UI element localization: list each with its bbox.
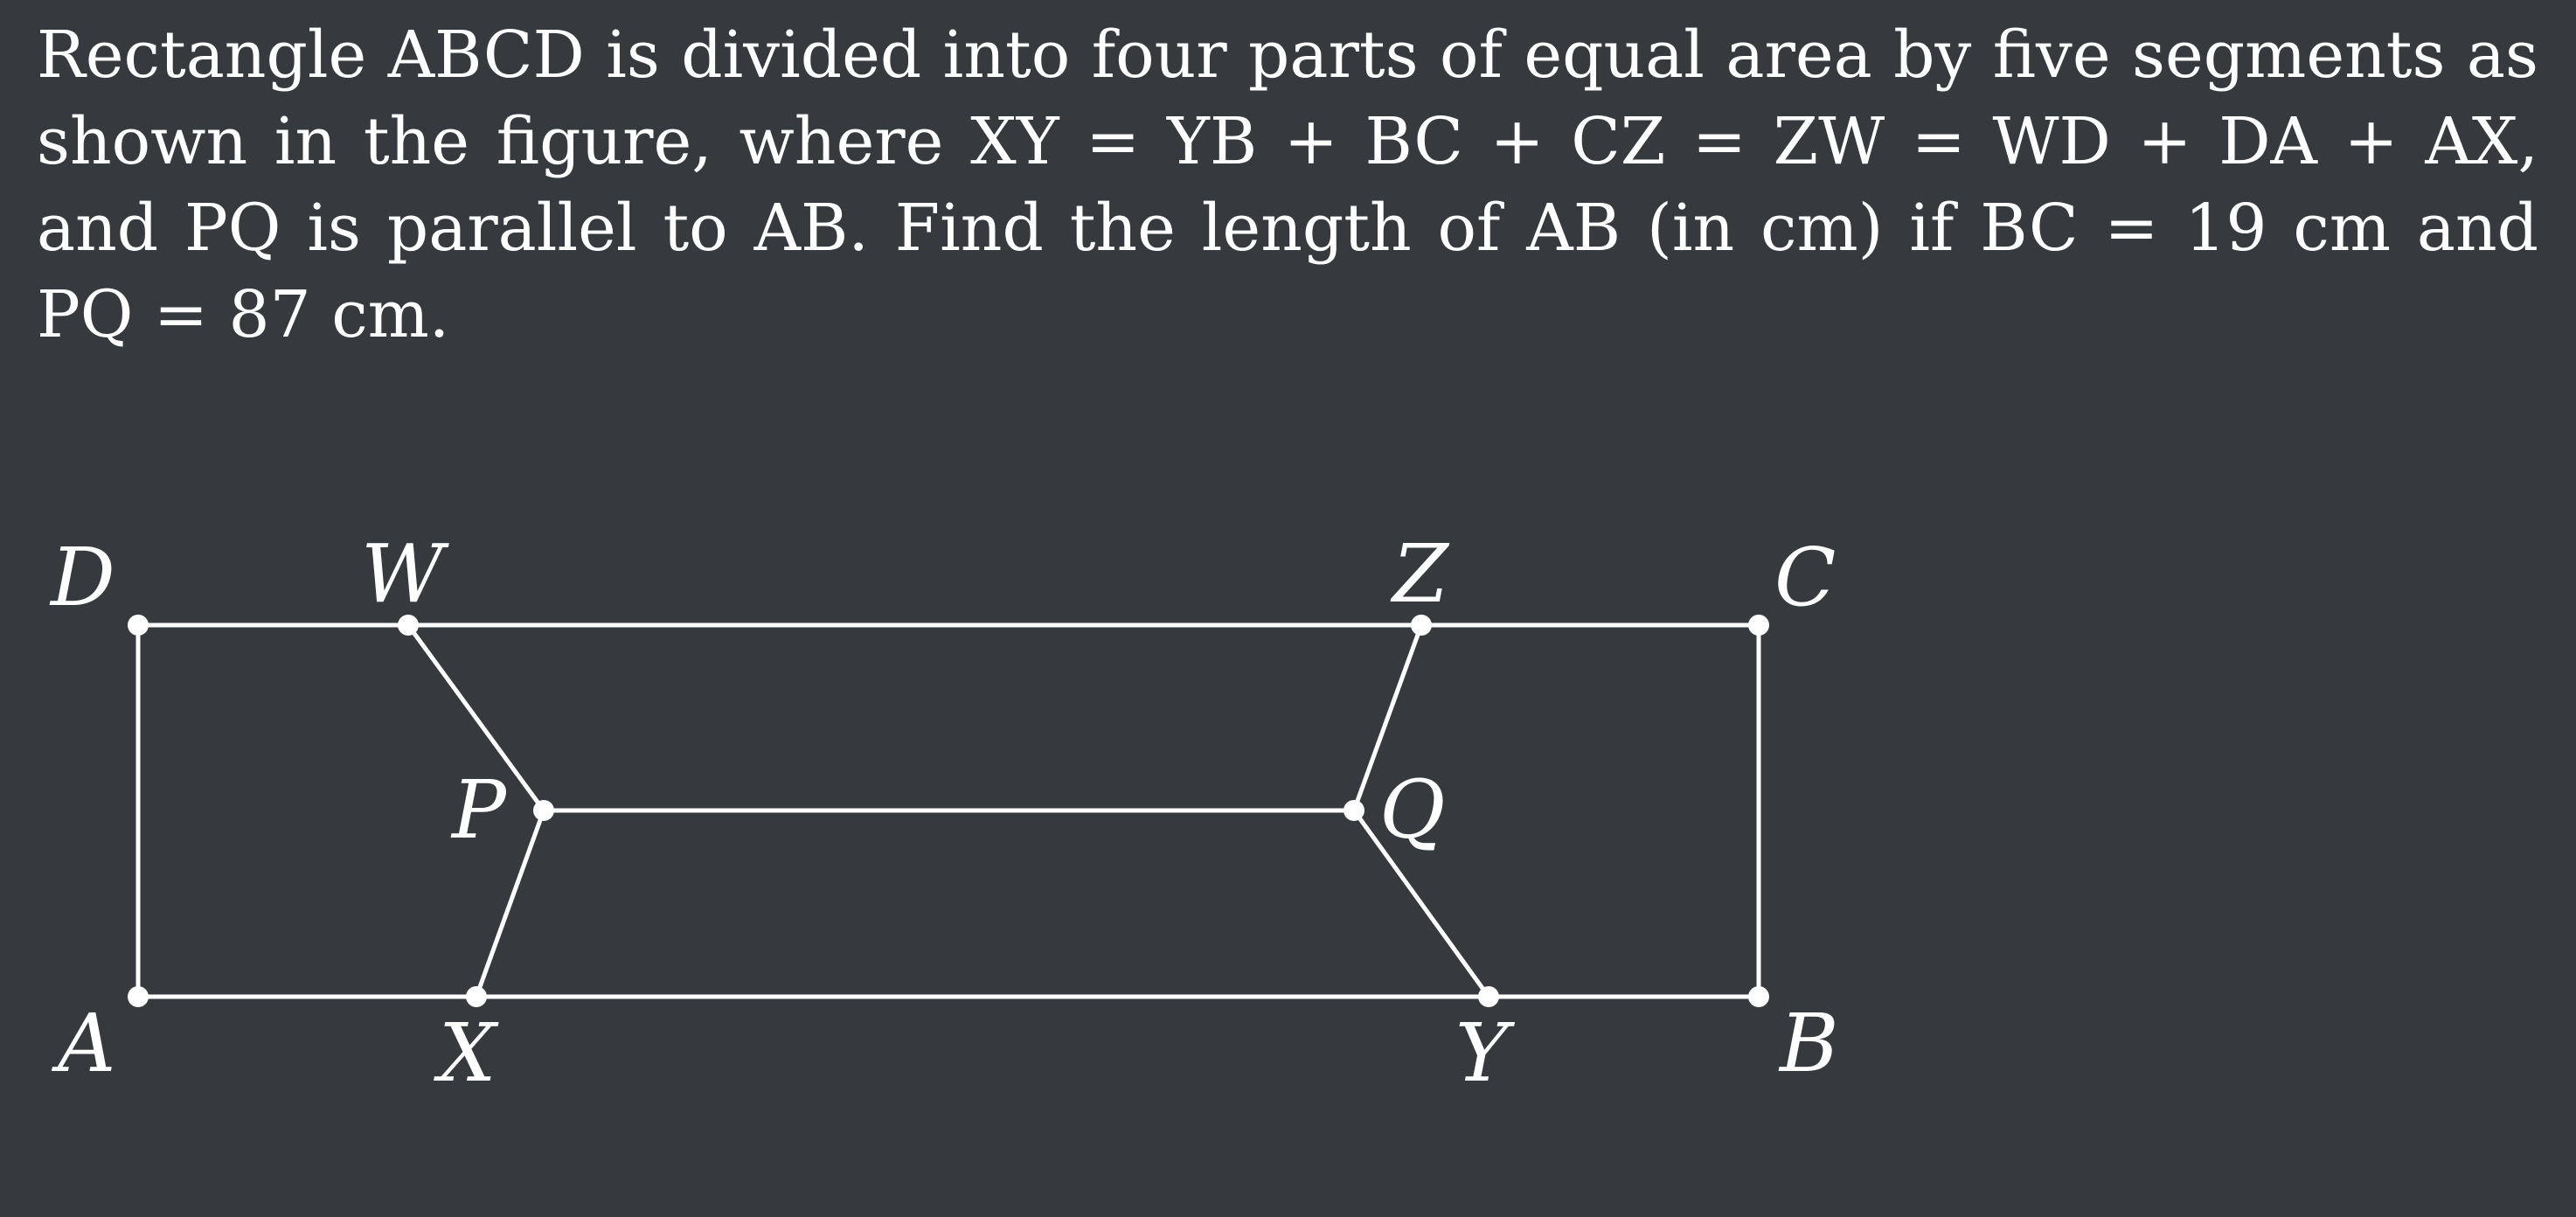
label-q: Q xyxy=(1379,763,1446,857)
label-y: Y xyxy=(1455,1006,1509,1100)
point-a xyxy=(128,986,149,1007)
label-d: D xyxy=(51,531,115,624)
point-q xyxy=(1344,800,1364,821)
label-c: C xyxy=(1774,531,1837,624)
label-x: X xyxy=(439,1006,496,1100)
point-b xyxy=(1748,986,1769,1007)
label-z: Z xyxy=(1392,527,1448,621)
point-d xyxy=(128,615,149,636)
point-x xyxy=(466,986,487,1007)
label-b: B xyxy=(1780,997,1839,1090)
point-c xyxy=(1748,615,1769,636)
point-y xyxy=(1478,986,1499,1007)
point-p xyxy=(533,800,554,821)
label-p: P xyxy=(452,763,506,857)
problem-statement: Rectangle ABCD is divided into four parts of equal area by five segments as shown in the figure, where XY = YB + BC + CZ = ZW = WD + DA + AX, and PQ is parallel to AB. Find the length of AB (in cm) if BC = 19 cm and PQ = 87 cm. xyxy=(37,17,2538,352)
label-w: W xyxy=(361,527,444,621)
label-a: A xyxy=(58,997,116,1090)
